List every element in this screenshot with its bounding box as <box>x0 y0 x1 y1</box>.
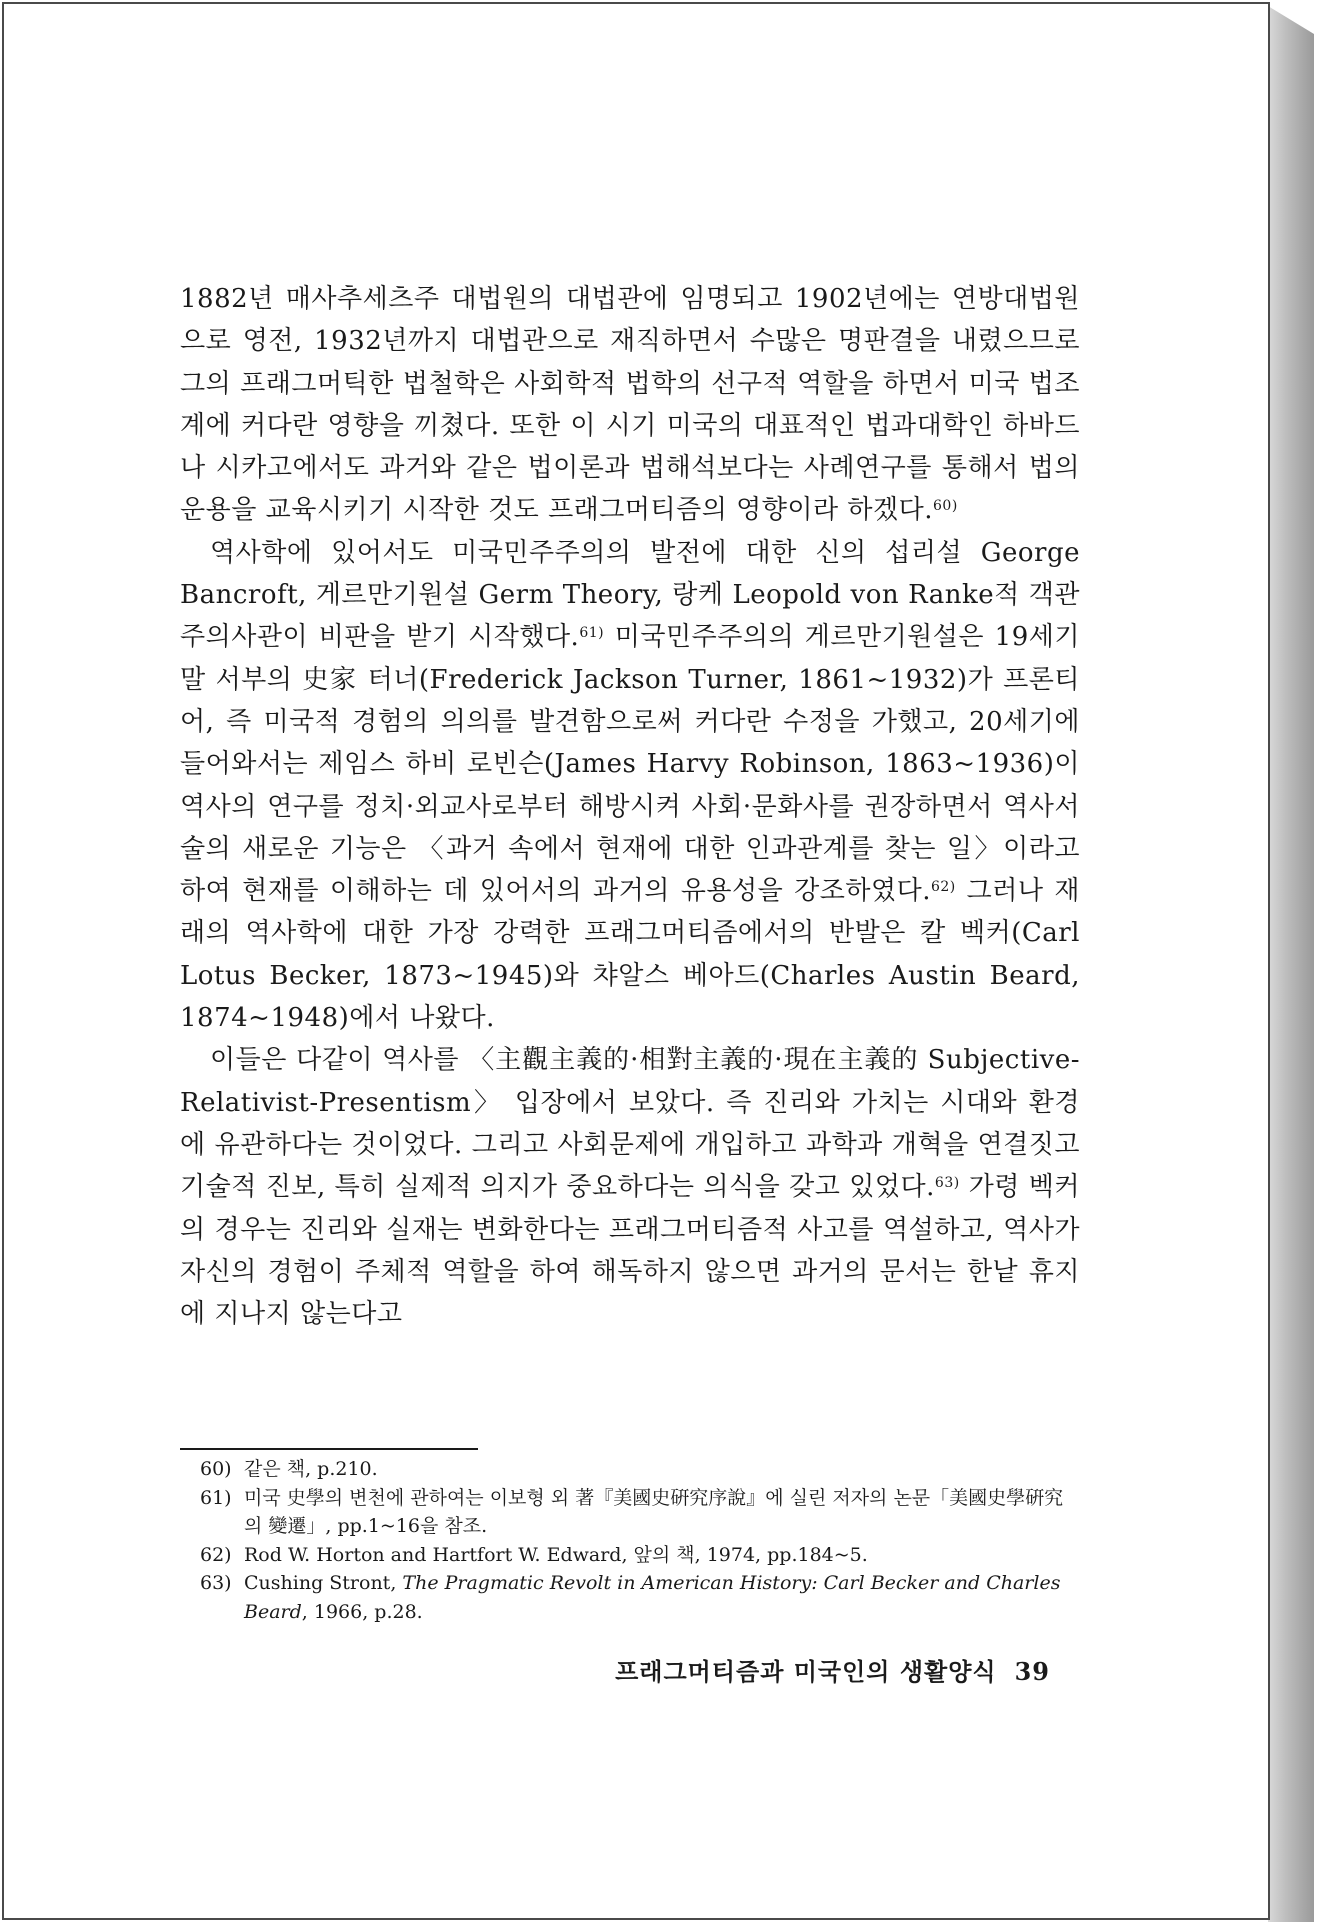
footnote-author: Cushing Stront, <box>244 1572 403 1594</box>
footnote-divider <box>180 1448 478 1450</box>
footnote-book-title: The Pragmatic Revolt in American History: Carl Becker and Charles Beard <box>244 1572 1061 1623</box>
footnote-publication: , 1966, p.28. <box>301 1600 423 1623</box>
main-text <box>180 278 1080 1335</box>
paragraph-text: 그러나 재래의 역사학에 대한 가장 강력한 프래그머티즘에서의 반발은 칼 벡커(Carl Lotus Becker, 1873~1945)와 챠알스 베아드(Charles Austin Beard, 1874~1948)에서 나왔다. <box>180 876 1081 1034</box>
footnote-ref: 61) <box>579 625 605 642</box>
page-number: 39 <box>1014 1657 1050 1686</box>
footnote-number: 62) <box>200 1543 232 1566</box>
footnote-number: 63) <box>200 1572 232 1594</box>
footnotes <box>200 1455 1080 1626</box>
footnote-number: 60) <box>200 1458 232 1480</box>
paragraph-text: 역사학에 있어서도 미국민주주의의 발전에 대한 신의 섭리설 George Bancroft, 게르만기원설 Germ Theory, 랑케 Leopold von Ranke적 객관주의사관이 비판을 받기 시작했다. <box>180 537 1080 653</box>
paragraph <box>180 278 1080 532</box>
footnote-text: 같은 책, p.210. <box>244 1458 378 1480</box>
footnote <box>200 1569 1080 1626</box>
running-footer <box>600 1652 1050 1687</box>
paragraph <box>180 532 1080 1040</box>
footnote-ref: 63) <box>934 1175 960 1192</box>
footnote-text: Rod W. Horton and Hartfort W. Edward, 앞의 책, 1974, pp.184~5. <box>244 1543 868 1566</box>
footnote <box>200 1541 1080 1570</box>
paragraph-text: 미국민주주의의 게르만기원설은 19세기 말 서부의 史家 터너(Frederick Jackson Turner, 1861~1932)가 프론티어, 즉 미국적 경험의 의의를 발견함으로써 커다란 수정을 가했고, 20세기에 들어와서는 제임스 하비 로빈슨(James Harvy Robinson, 1863~1936)이 역사의 연구를 정치·외교사로부터 해방시켜 사회·문화사를 권장하면서 역사서술의 새로운 기능은 〈과거 속에서 현재에 대한 인과관계를 찾는 일〉이라고 하여 현재를 이해하는 데 있어서의 과거의 유용성을 강조하였다. <box>180 622 1080 907</box>
footnote <box>200 1484 1080 1541</box>
footnote-ref: 60) <box>933 498 958 515</box>
paragraph-text: 1882년 매사추세츠주 대법원의 대법관에 임명되고 1902년에는 연방대법원으로 영전, 1932년까지 대법관으로 재직하면서 수많은 명판결을 내렸으므로 그의 프래그머틱한 법철학은 사회학적 법학의 선구적 역할을 하면서 미국 법조계에 커다란 영향을 끼쳤다. 또한 이 시기 미국의 대표적인 법과대학인 하바드나 시카고에서도 과거와 같은 법이론과 법해석보다는 사례연구를 통해서 법의 운용을 교육시키기 시작한 것도 프래그머티즘의 영향이라 하겠다. <box>180 284 1080 526</box>
footnote-text: 미국 史學의 변천에 관하여는 이보형 외 著『美國史硏究序說』에 실린 저자의 논문「美國史學硏究의 變遷」, pp.1~16을 참조. <box>244 1486 1064 1537</box>
paragraph-text: 이들은 다같이 역사를 〈主觀主義的·相對主義的·現在主義的 Subjective-Relativist-Presentism〉 입장에서 보았다. 즉 진리와 가치는 시대와 환경에 유관하다는 것이었다. 그리고 사회문제에 개입하고 과학과 개혁을 연결짓고 기술적 진보, 특히 실제적 의지가 중요하다는 의식을 갖고 있었다. <box>180 1045 1080 1203</box>
footnote-number: 61) <box>200 1486 232 1509</box>
footnote-ref: 62) <box>930 879 956 896</box>
running-footer-title: 프래그머티즘과 미국인의 생활양식 <box>615 1657 997 1686</box>
book-page-edge <box>1268 6 1314 1922</box>
paragraph-text: 가령 벡커의 경우는 진리와 실재는 변화한다는 프래그머티즘적 사고를 역설하고, 역사가 자신의 경험이 주체적 역할을 하여 해독하지 않으면 과거의 문서는 한낱 휴지에 지나지 않는다고 <box>180 1172 1080 1330</box>
paragraph <box>180 1039 1080 1335</box>
footnote <box>200 1455 1080 1484</box>
footnote-text <box>244 1569 1080 1626</box>
